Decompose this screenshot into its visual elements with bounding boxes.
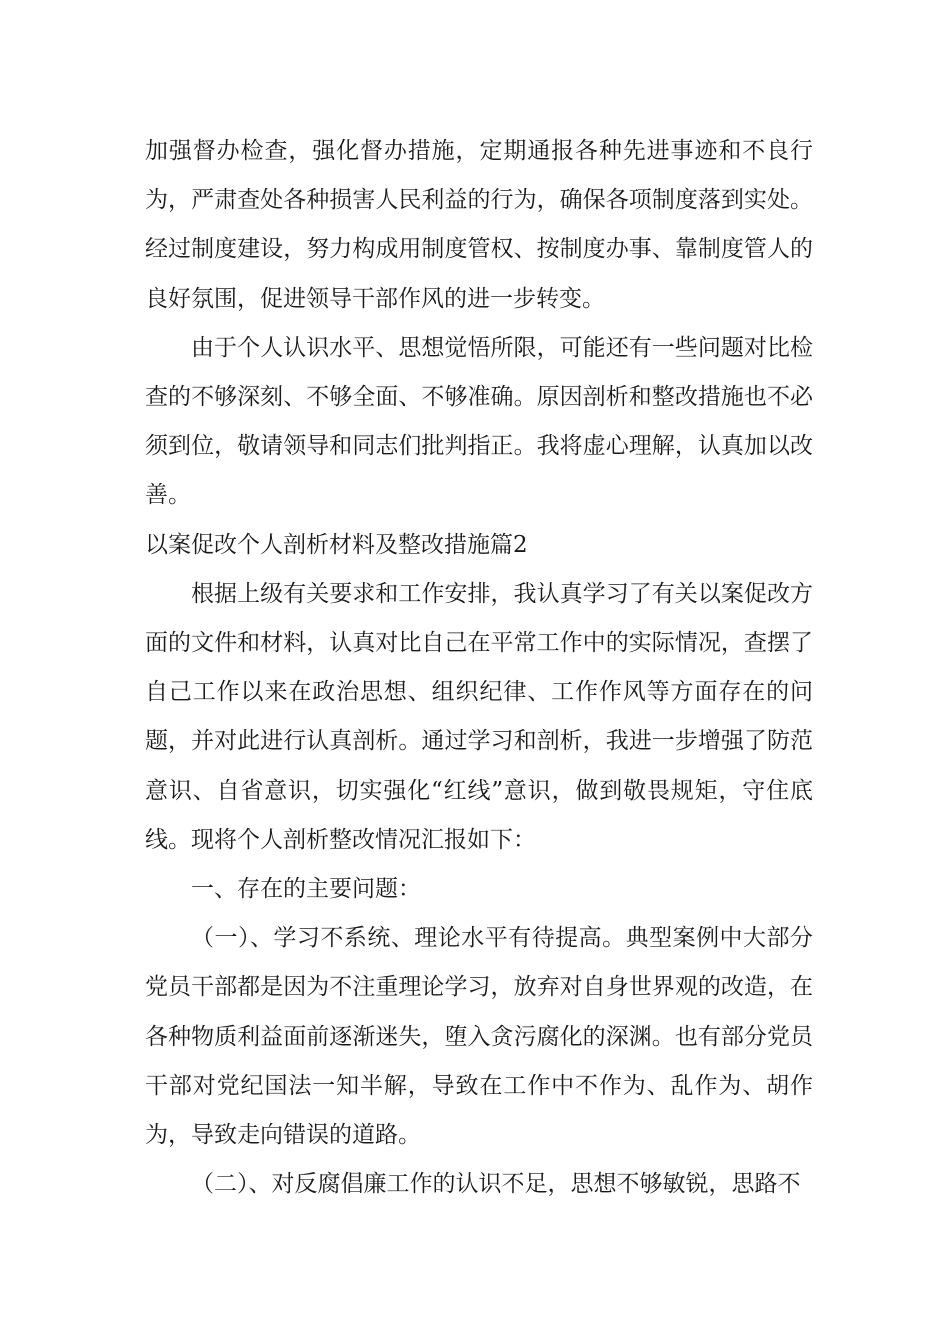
- document-body: [145, 127, 813, 1209]
- paragraph-problem-two: （二）、对反腐倡廉工作的认识不足，思想不够敏锐，思路不: [191, 1171, 801, 1198]
- paragraph-introduction: 根据上级有关要求和工作安排，我认真学习了有关以案促改方面的文件和材料，认真对比自己在平常工作中的实际情况，查摆了自己工作以来在政治思想、组织纪律、工作作风等方面存在的问题，并对此进行认真剖析。通过学习和剖析，我进一步增强了防范意识、自省意识，切实强化“红线”意识，做到敬畏规矩，守住底线。现将个人剖析整改情况汇报如下：: [145, 580, 813, 853]
- section-title: 以案促改个人剖析材料及整改措施篇2: [145, 531, 528, 558]
- paragraph-closing-remark: 由于个人认识水平、思想觉悟所限，可能还有一些问题对比检查的不够深刻、不够全面、不够准确。原因剖析和整改措施也不必须到位，敬请领导和同志们批判指正。我将虚心理解，认真加以改善。: [145, 334, 813, 509]
- paragraph-continuation: 加强督办检查，强化督办措施，定期通报各种先进事迹和不良行为，严肃查处各种损害人民利益的行为，确保各项制度落到实处。经过制度建设，努力构成用制度管权、按制度办事、靠制度管人的良好氛围，促进领导干部作风的进一步转变。: [145, 138, 813, 312]
- heading-main-problems: 一、存在的主要问题：: [191, 876, 421, 903]
- paragraph-problem-one: （一）、学习不系统、理论水平有待提高。典型案例中大部分党员干部都是因为不注重理论学习，放弃对自身世界观的改造，在各种物质利益面前逐渐迷失，堕入贪污腐化的深渊。也有部分党员干部对党纪国法一知半解，导致在工作中不作为、乱作为、胡作为，导致走向错误的道路。: [145, 925, 813, 1149]
